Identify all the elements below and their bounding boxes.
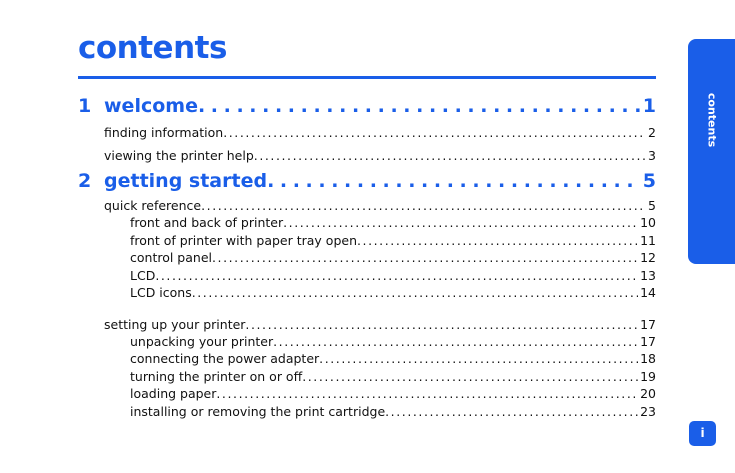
- entry-label: loading paper: [130, 386, 217, 401]
- page-number: 5: [642, 170, 656, 192]
- dot-leader: [267, 168, 641, 195]
- page-number: 11: [640, 232, 656, 248]
- page-number: 2: [648, 125, 656, 140]
- page-number: 20: [640, 386, 656, 401]
- dot-leader: [155, 267, 638, 285]
- entry-label: front of printer with paper tray open: [130, 232, 357, 248]
- entry-label: connecting the power adapter: [130, 351, 320, 366]
- toc-entry-lcd-icons[interactable]: [78, 284, 656, 302]
- dot-leader: [216, 385, 638, 403]
- toc-entry-power-adapter[interactable]: [78, 350, 656, 368]
- entry-label: quick reference: [104, 198, 202, 213]
- toc-entry-control-panel[interactable]: [78, 249, 656, 267]
- entry-label: turning the printer on or off: [130, 368, 303, 384]
- dot-leader: [201, 197, 646, 214]
- page-number: 1: [642, 95, 656, 117]
- dot-leader: [245, 316, 638, 333]
- page-number: 18: [640, 351, 656, 366]
- page-number-badge: i: [689, 421, 716, 446]
- page-number: 23: [640, 403, 656, 419]
- entry-label: LCD icons: [130, 285, 192, 300]
- toc-entry-quick-reference[interactable]: [78, 197, 656, 214]
- toc-entry-front-tray-open[interactable]: [78, 232, 656, 250]
- entry-label: unpacking your printer: [130, 333, 274, 349]
- dot-leader: [319, 350, 638, 368]
- entry-label: front and back of printer: [130, 215, 284, 230]
- dot-leader: [385, 403, 638, 421]
- dot-leader: [273, 333, 638, 351]
- title-divider: [78, 76, 656, 79]
- toc-entry-lcd[interactable]: [78, 267, 656, 285]
- page-number: 10: [640, 215, 656, 230]
- table-of-contents: [78, 93, 656, 420]
- toc-entry-viewing-printer-help[interactable]: [78, 147, 656, 164]
- page-number: 5: [648, 198, 656, 213]
- page-number: 17: [640, 333, 656, 349]
- toc-entry-unpacking[interactable]: [78, 333, 656, 351]
- entry-label: LCD: [130, 267, 156, 283]
- page-title: contents: [78, 30, 227, 66]
- dot-leader: [198, 93, 641, 120]
- dot-leader: [254, 147, 646, 164]
- side-tab-label: contents: [705, 92, 718, 147]
- dot-leader: [212, 249, 638, 267]
- toc-entry-finding-information[interactable]: [78, 124, 656, 141]
- dot-leader: [192, 284, 638, 302]
- dot-leader: [302, 368, 638, 386]
- entry-label: control panel: [130, 250, 212, 265]
- chapter-label: getting started: [104, 170, 268, 192]
- entry-label: finding information: [104, 125, 224, 140]
- entry-label: viewing the printer help: [104, 148, 254, 163]
- entry-label: setting up your printer: [104, 316, 246, 332]
- page-number: 3: [648, 148, 656, 163]
- page-number: 14: [640, 285, 656, 300]
- dot-leader: [357, 232, 638, 250]
- section-side-tab[interactable]: [688, 39, 735, 264]
- dot-leader: [223, 124, 646, 141]
- toc-chapter-getting-started[interactable]: [78, 168, 656, 195]
- page-number: 17: [640, 316, 656, 332]
- toc-entry-loading-paper[interactable]: [78, 385, 656, 403]
- chapter-number: 1: [78, 95, 92, 117]
- toc-entry-setting-up-printer[interactable]: [78, 316, 656, 333]
- dot-leader: [283, 214, 638, 232]
- toc-entry-print-cartridge[interactable]: [78, 403, 656, 421]
- page-number: 12: [640, 250, 656, 265]
- chapter-number: 2: [78, 170, 92, 192]
- toc-entry-turning-on-off[interactable]: [78, 368, 656, 386]
- entry-label: installing or removing the print cartridge: [130, 403, 386, 419]
- page-number: 13: [640, 267, 656, 283]
- chapter-label: welcome: [104, 95, 198, 117]
- toc-entry-front-back-printer[interactable]: [78, 214, 656, 232]
- page-number: 19: [640, 368, 656, 384]
- toc-chapter-welcome[interactable]: [78, 93, 656, 120]
